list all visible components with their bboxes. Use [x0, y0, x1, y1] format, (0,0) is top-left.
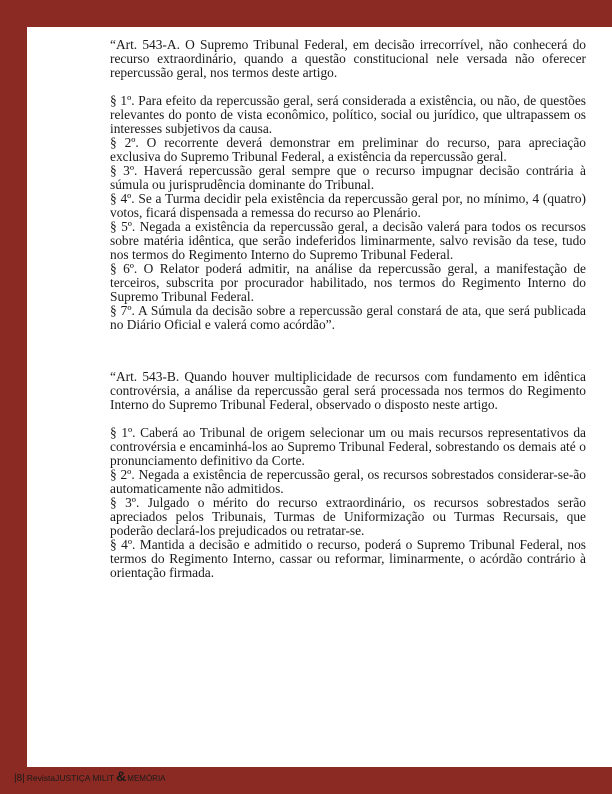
article-543b-paragraph-1: § 1º. Caberá ao Tribunal de origem selecionar um ou mais recursos representativos da controvérsia e encaminhá-los ao Supremo Tribunal Federal, sobrestando os demais até o pronunciamento definitivo da Corte. — [110, 425, 586, 468]
article-543a-paragraph-3: § 3º. Haverá repercussão geral sempre que o recurso impugnar decisão contrária à súmula ou jurisprudência dominante do Tribunal. — [110, 163, 586, 192]
article-543b-intro: “Art. 543-B. Quando houver multiplicidade de recursos com fundamento em idêntica controvérsia, a análise da repercussão geral será processada nos termos do Regimento Interno do Supremo Tribunal Federal, observado o disposto neste artigo. — [110, 369, 586, 412]
magazine-name-prefix: Revista — [26, 773, 56, 783]
article-543a-paragraph-4: § 4º. Se a Turma decidir pela existência da repercussão geral por, no mínimo, 4 (quatro) votos, ficará dispensada a remessa do recurso ao Plenário. — [110, 191, 586, 220]
article-543a-paragraph-5: § 5º. Negada a existência da repercussão geral, a decisão valerá para todos os recursos sobre matéria idêntica, que serão indeferidos liminarmente, salvo revisão da tese, tudo nos termos do Regimento Interno do Supremo Tribunal Federal. — [110, 219, 586, 262]
document-body — [110, 38, 586, 580]
page-number: |8| — [14, 773, 25, 784]
magazine-name-end: MEMÓRIA — [127, 774, 166, 783]
article-543b-paragraph-4: § 4º. Mantida a decisão e admitido o recurso, poderá o Supremo Tribunal Federal, nos termos do Regimento Interno, cassar ou reformar, liminarmente, o acórdão contrário à orientação firmada. — [110, 537, 586, 580]
article-543a-intro: “Art. 543-A. O Supremo Tribunal Federal, em decisão irrecorrível, não conhecerá do recurso extraordinário, quando a questão constitucional nele versada não oferecer repercussão geral, nos termos deste artigo. — [110, 37, 586, 80]
page-footer — [14, 768, 166, 788]
article-543a-paragraph-1: § 1º. Para efeito da repercussão geral, será considerada a existência, ou não, de questões relevantes do ponto de vista econômico, político, social ou jurídico, que ultrapassem os interesses subjetivos da causa. — [110, 93, 586, 136]
article-543b-paragraph-3: § 3º. Julgado o mérito do recurso extraordinário, os recursos sobrestados serão apreciados pelos Tribunais, Turmas de Uniformização ou Turmas Recursais, que poderão declará-los prejudicados ou retratar-se. — [110, 495, 586, 538]
article-543b-paragraph-2: § 2º. Negada a existência de repercussão geral, os recursos sobrestados considerar-se-ão automaticamente não admitidos. — [110, 467, 586, 496]
article-543a-paragraph-7: § 7º. A Súmula da decisão sobre a repercussão geral constará de ata, que será publicada no Diário Oficial e valerá como acórdão”. — [110, 303, 586, 332]
article-543a-paragraph-6: § 6º. O Relator poderá admitir, na análise da repercussão geral, a manifestação de terceiros, subscrita por procurador habilitado, nos termos do Regimento Interno do Supremo Tribunal Federal. — [110, 261, 586, 304]
article-543a — [110, 38, 586, 332]
magazine-name-mid: JUSTIÇA MILIT — [55, 773, 115, 783]
article-543b — [110, 370, 586, 580]
article-543a-paragraph-2: § 2º. O recorrente deverá demonstrar em preliminar do recurso, para apreciação exclusiva do Supremo Tribunal Federal, a existência da repercussão geral. — [110, 135, 586, 164]
magazine-ampersand: & — [116, 768, 127, 784]
